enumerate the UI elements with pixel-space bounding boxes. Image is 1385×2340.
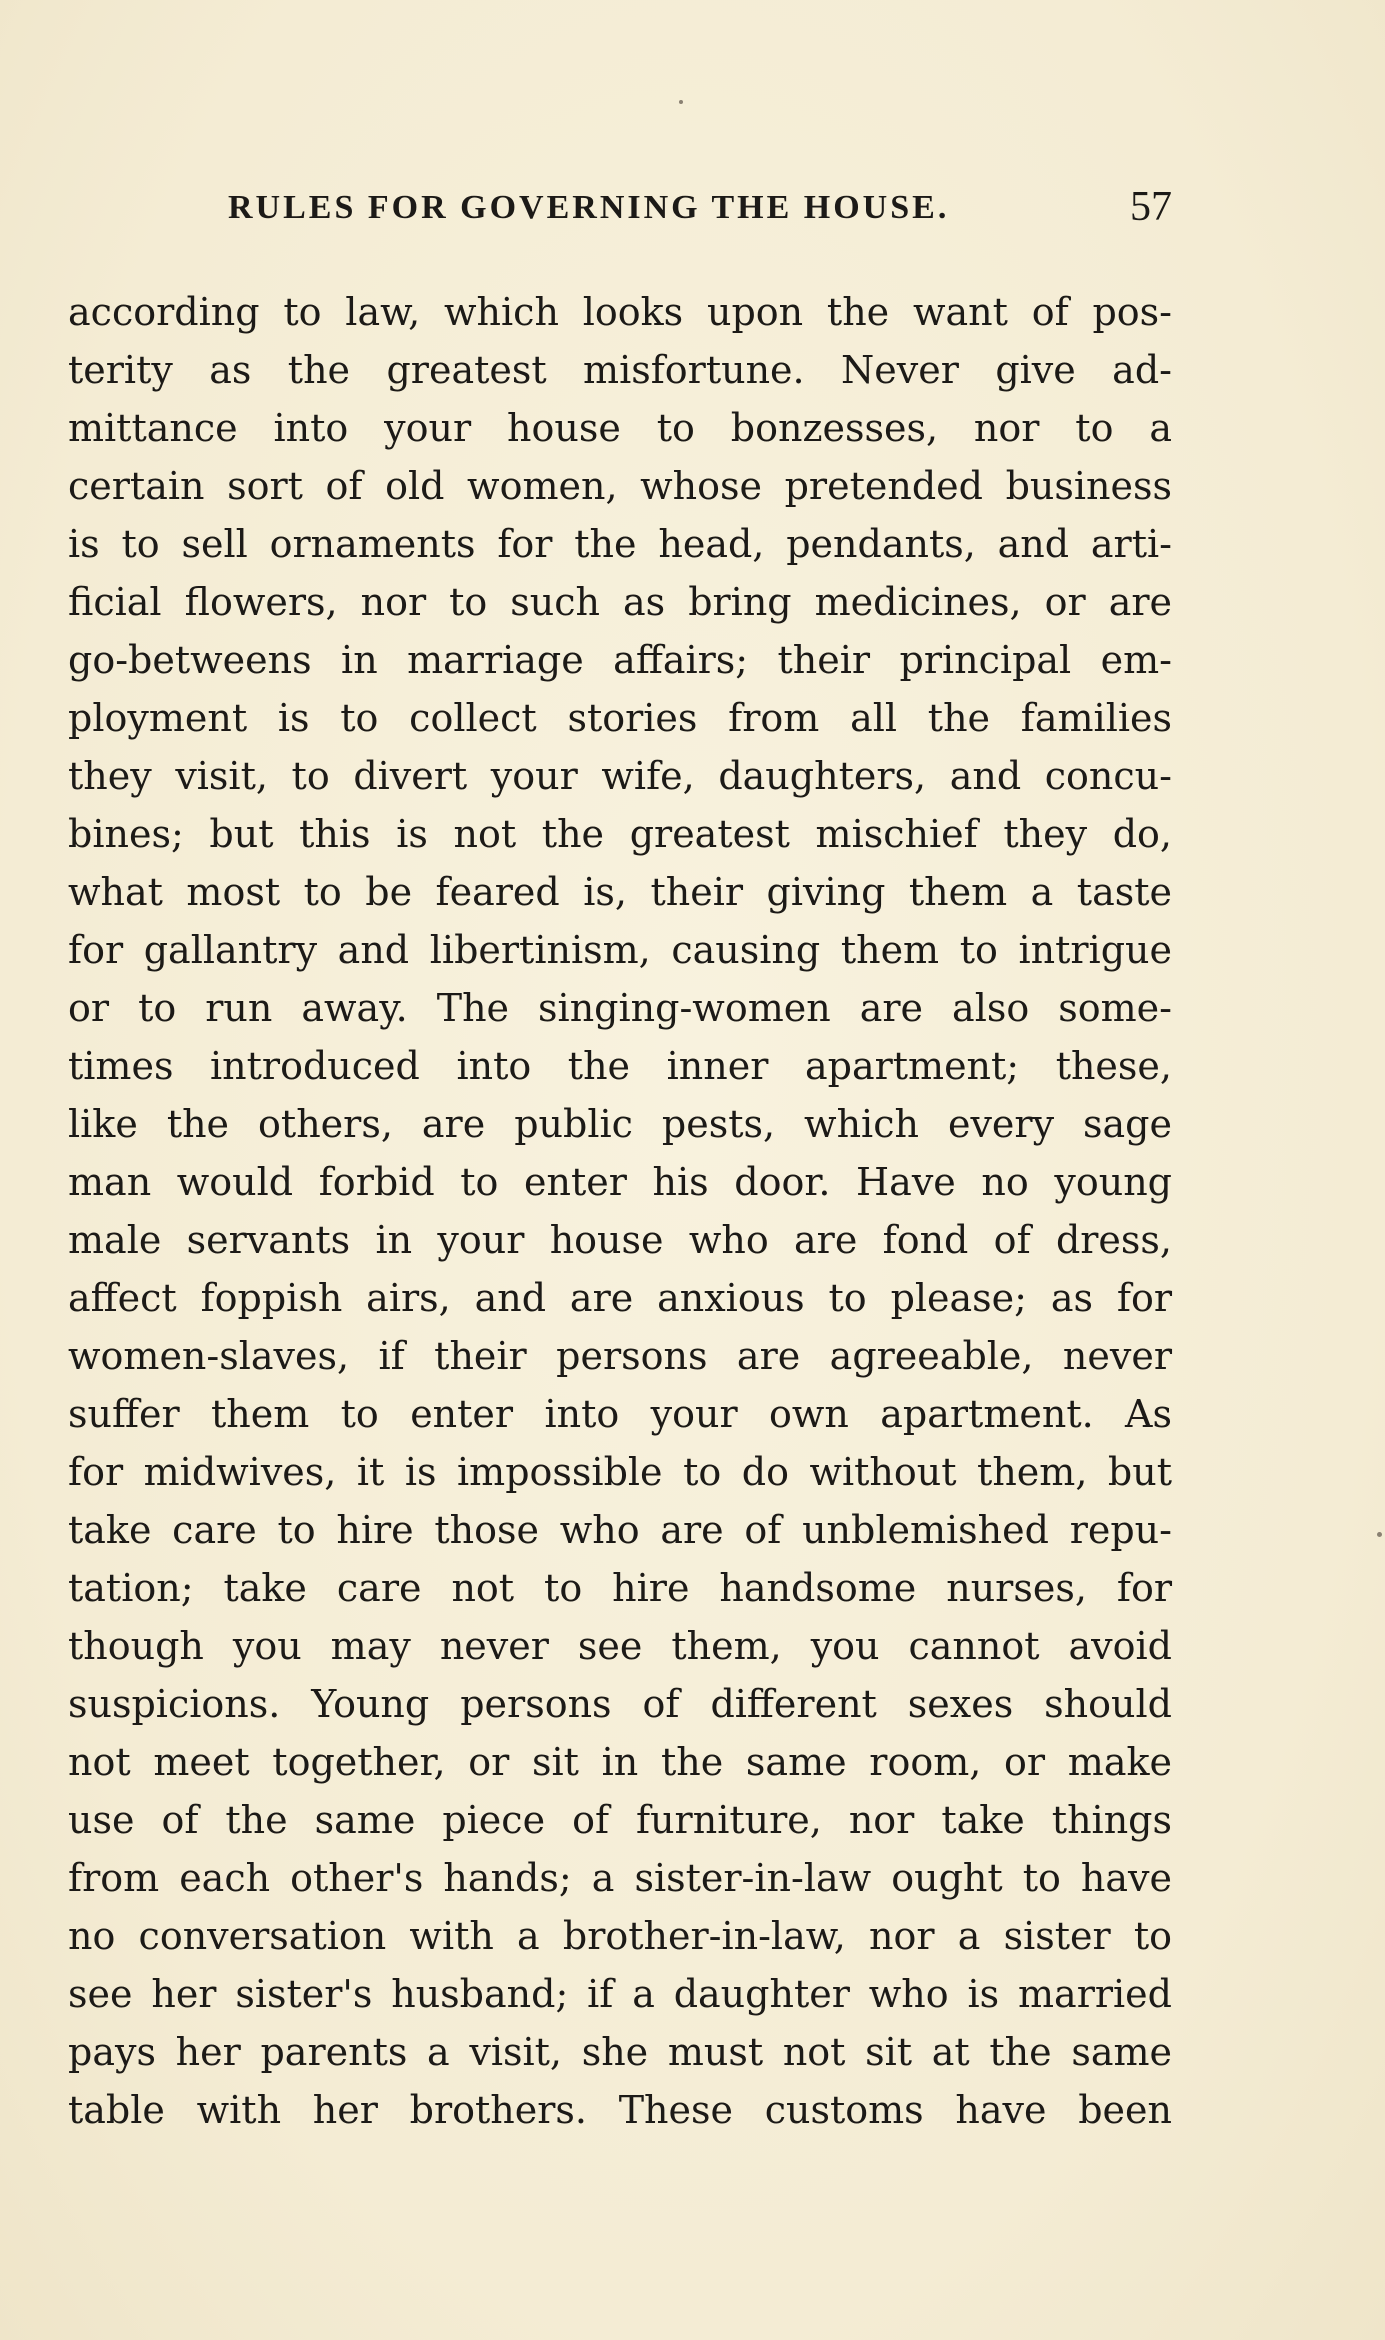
text-line: bines; but this is not the greatest mischief they do, [68,812,1172,856]
text-line: mittance into your house to bonzesses, nor to a [68,406,1172,450]
body-text [68,283,1172,2139]
text-line: suffer them to enter into your own apartment. As [68,1392,1172,1436]
text-line: use of the same piece of furniture, nor take things [68,1798,1172,1842]
text-line: is to sell ornaments for the head, pendants, and arti- [68,522,1172,566]
text-line: women-slaves, if their persons are agreeable, never [68,1334,1172,1378]
text-line: affect foppish airs, and are anxious to please; as for [68,1276,1172,1320]
text-line: go-betweens in marriage affairs; their principal em- [68,638,1172,682]
text-line: certain sort of old women, whose pretended business [68,464,1172,508]
text-line: table with her brothers. These customs have been [68,2088,1172,2132]
text-line: what most to be feared is, their giving them a taste [68,870,1172,914]
text-line: ployment is to collect stories from all the families [68,696,1172,740]
text-line: see her sister's husband; if a daughter who is married [68,1972,1172,2016]
text-line: pays her parents a visit, she must not sit at the same [68,2030,1172,2074]
text-line: no conversation with a brother-in-law, nor a sister to [68,1914,1172,1958]
text-line: suspicions. Young persons of different sexes should [68,1682,1172,1726]
page-number: 57 [1130,184,1172,230]
text-line: tation; take care not to hire handsome nurses, for [68,1566,1172,1610]
text-line: ficial flowers, nor to such as bring medicines, or are [68,580,1172,624]
text-line: though you may never see them, you cannot avoid [68,1624,1172,1668]
paper-speck [679,100,683,104]
page-header [68,183,1172,243]
text-line: for gallantry and libertinism, causing them to intrigue [68,928,1172,972]
text-line: man would forbid to enter his door. Have no young [68,1160,1172,1204]
text-line: take care to hire those who are of unblemished repu- [68,1508,1172,1552]
text-line: they visit, to divert your wife, daughters, and concu- [68,754,1172,798]
paper-speck [1377,1532,1382,1537]
text-line: male servants in your house who are fond of dress, [68,1218,1172,1262]
text-line: terity as the greatest misfortune. Never give ad- [68,348,1172,392]
text-line: times introduced into the inner apartment; these, [68,1044,1172,1088]
running-head: RULES FOR GOVERNING THE HOUSE. [228,189,950,226]
text-line: not meet together, or sit in the same room, or make [68,1740,1172,1784]
text-line: from each other's hands; a sister-in-law ought to have [68,1856,1172,1900]
text-line: like the others, are public pests, which every sage [68,1102,1172,1146]
text-line: according to law, which looks upon the want of pos- [68,290,1172,334]
text-line: for midwives, it is impossible to do without them, but [68,1450,1172,1494]
text-line: or to run away. The singing-women are also some- [68,986,1172,1030]
